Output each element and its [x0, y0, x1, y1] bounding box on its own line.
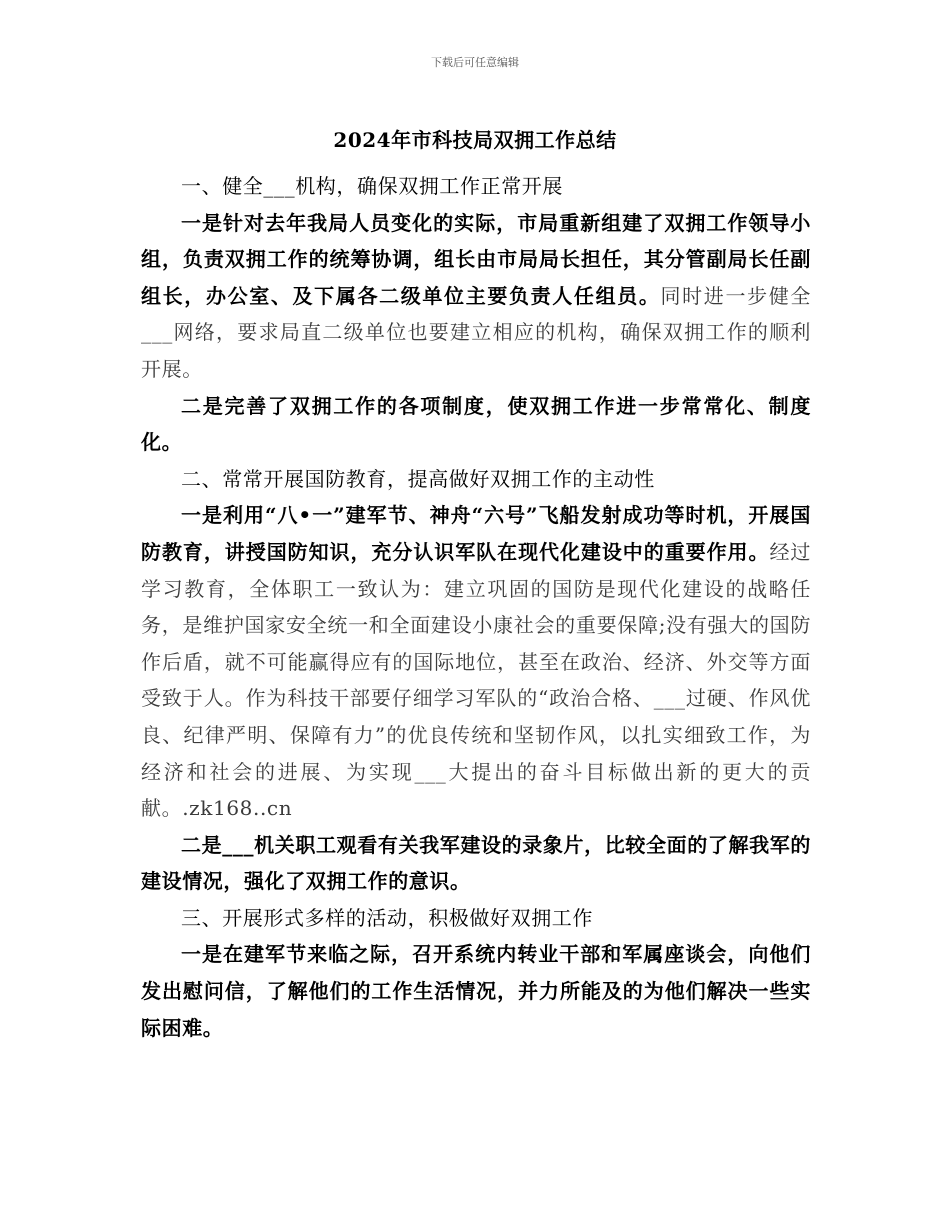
paragraph-bold-text: 二是完善了双拥工作的各项制度，使双拥工作进一步常常化、制度化。	[141, 393, 811, 455]
paragraph	[141, 388, 811, 461]
paragraph-plain-text: 经过学习教育，全体职工一致认为：建立巩固的国防是现代化建设的战略任务，是维护国家安全统一和全面建设小康社会的重要保障;没有强大的国防作后盾，就不可能赢得应有的国际地位，甚至在政治、经济、外交等方面受致于人。作为科技干部要仔细学习军队的“政治合格、___过硬、作风优良、纪律严明、保障有力”的优良传统和坚韧作风，以扎实细致工作，为经济和社会的进展、为实现___大提出的奋斗目标做出新的更大的贡献。.zk168..cn	[141, 539, 812, 821]
paragraph-bold-text: 二是___机关职工观看有关我军建设的录象片，比较全面的了解我军的建设情况，强化了双拥工作的意识。	[141, 832, 811, 894]
paragraph	[141, 936, 811, 1046]
paragraph	[141, 827, 811, 900]
paragraph-bold-text: 一是利用“八•一”建军节、神舟“六号”飞船发射成功等时机，开展国防教育，讲授国防知识，充分认识军队在现代化建设中的重要作用。	[141, 503, 811, 564]
section-heading-1: 一、健全___机构，确保双拥工作正常开展	[181, 174, 563, 198]
page-header-note: 下载后可任意编辑	[431, 56, 519, 69]
paragraph	[141, 205, 811, 388]
section-heading-3: 三、开展形式多样的活动，积极做好双拥工作	[181, 905, 593, 930]
paragraph-plain-text: 同时进一步健全___网络，要求局直二级单位也要建立相应的机构，确保双拥工作的顺利开展。	[141, 283, 811, 381]
paragraph-bold-text: 一是针对去年我局人员变化的实际，市局重新组建了双拥工作领导小组，负责双拥工作的统筹协调，组长由市局局长担任，其分管副局长任副组长，办公室、及下属各二级单位主要负责人任组员。	[141, 210, 811, 308]
document-title: 2024年市科技局双拥工作总结	[333, 128, 617, 152]
document-body	[141, 168, 811, 1046]
section-heading-2: 二、常常开展国防教育，提高做好双拥工作的主动性	[181, 466, 655, 491]
paragraph-bold-text: 一是在建军节来临之际，召开系统内转业干部和军属座谈会，向他们发出慰问信，了解他们的工作生活情况，并力所能及的为他们解决一些实际困难。	[141, 942, 811, 1040]
paragraph	[141, 497, 811, 826]
